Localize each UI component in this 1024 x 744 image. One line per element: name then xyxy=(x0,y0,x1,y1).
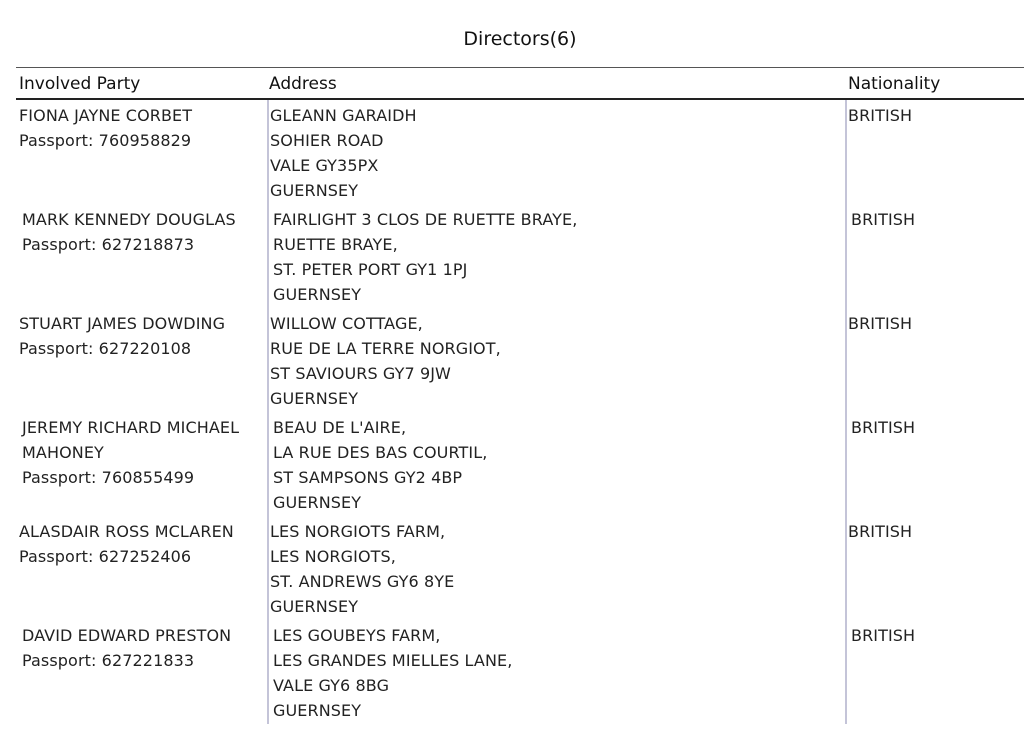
address-line: LES NORGIOTS, xyxy=(270,547,396,566)
address-line: RUE DE LA TERRE NORGIOT, xyxy=(270,339,501,358)
director-name: FIONA JAYNE CORBET xyxy=(19,106,193,125)
address-line: GUERNSEY xyxy=(273,493,362,512)
table-header xyxy=(16,67,1024,100)
address-line: LES NORGIOTS FARM, xyxy=(270,522,446,541)
table-row xyxy=(0,620,1024,724)
address-line: FAIRLIGHT 3 CLOS DE RUETTE BRAYE, xyxy=(273,210,578,229)
address-line: GUERNSEY xyxy=(270,389,359,408)
address-line: ST SAMPSONS GY2 4BP xyxy=(273,468,463,487)
director-name-continued: MAHONEY xyxy=(22,443,104,462)
passport-number: Passport: 760855499 xyxy=(22,468,195,487)
nationality-cell: BRITISH xyxy=(848,106,913,125)
address-line: GLEANN GARAIDH xyxy=(270,106,417,125)
involved-party-cell xyxy=(19,311,225,361)
involved-party-cell xyxy=(22,207,236,257)
address-line: BEAU DE L'AIRE, xyxy=(273,418,407,437)
director-name: JEREMY RICHARD MICHAEL xyxy=(22,418,240,437)
passport-number: Passport: 760958829 xyxy=(19,131,192,150)
involved-party-cell xyxy=(19,103,192,153)
page-title: Directors(6) xyxy=(463,28,577,50)
address-line: RUETTE BRAYE, xyxy=(273,235,398,254)
column-header-involved-party: Involved Party xyxy=(19,74,141,94)
address-line: GUERNSEY xyxy=(270,181,359,200)
nationality-cell: BRITISH xyxy=(848,522,913,541)
director-name: STUART JAMES DOWDING xyxy=(19,314,226,333)
address-line: GUERNSEY xyxy=(273,701,362,720)
address-cell xyxy=(273,207,577,307)
table-row xyxy=(0,308,1024,412)
involved-party-cell xyxy=(22,415,239,490)
address-line: WILLOW COTTAGE, xyxy=(270,314,423,333)
involved-party-cell xyxy=(22,623,231,673)
column-header-address: Address xyxy=(269,74,337,94)
address-line: GUERNSEY xyxy=(270,597,359,616)
table-row xyxy=(0,100,1024,204)
table-row xyxy=(0,412,1024,516)
address-line: ST SAVIOURS GY7 9JW xyxy=(270,364,451,383)
director-name: ALASDAIR ROSS MCLAREN xyxy=(19,522,234,541)
director-name: DAVID EDWARD PRESTON xyxy=(22,626,232,645)
nationality-cell: BRITISH xyxy=(851,210,916,229)
address-cell xyxy=(273,415,487,515)
address-line: LA RUE DES BAS COURTIL, xyxy=(273,443,488,462)
address-cell xyxy=(270,519,454,619)
address-line: ST. PETER PORT GY1 1PJ xyxy=(273,260,468,279)
nationality-cell: BRITISH xyxy=(851,626,916,645)
address-line: VALE GY6 8BG xyxy=(273,676,390,695)
directors-table-body xyxy=(0,100,1024,744)
address-line: LES GRANDES MIELLES LANE, xyxy=(273,651,513,670)
address-cell xyxy=(273,623,512,723)
nationality-cell: BRITISH xyxy=(848,314,913,333)
nationality-cell: BRITISH xyxy=(851,418,916,437)
address-line: SOHIER ROAD xyxy=(270,131,384,150)
address-line: GUERNSEY xyxy=(273,285,362,304)
table-row xyxy=(0,516,1024,620)
address-line: LES GOUBEYS FARM, xyxy=(273,626,441,645)
involved-party-cell xyxy=(19,519,234,569)
address-cell xyxy=(270,103,417,203)
passport-number: Passport: 627218873 xyxy=(22,235,195,254)
column-header-nationality: Nationality xyxy=(848,74,941,94)
passport-number: Passport: 627220108 xyxy=(19,339,192,358)
address-line: VALE GY35PX xyxy=(270,156,379,175)
passport-number: Passport: 627252406 xyxy=(19,547,192,566)
passport-number: Passport: 627221833 xyxy=(22,651,195,670)
director-name: MARK KENNEDY DOUGLAS xyxy=(22,210,236,229)
address-line: ST. ANDREWS GY6 8YE xyxy=(270,572,455,591)
address-cell xyxy=(270,311,501,411)
table-row xyxy=(0,204,1024,308)
